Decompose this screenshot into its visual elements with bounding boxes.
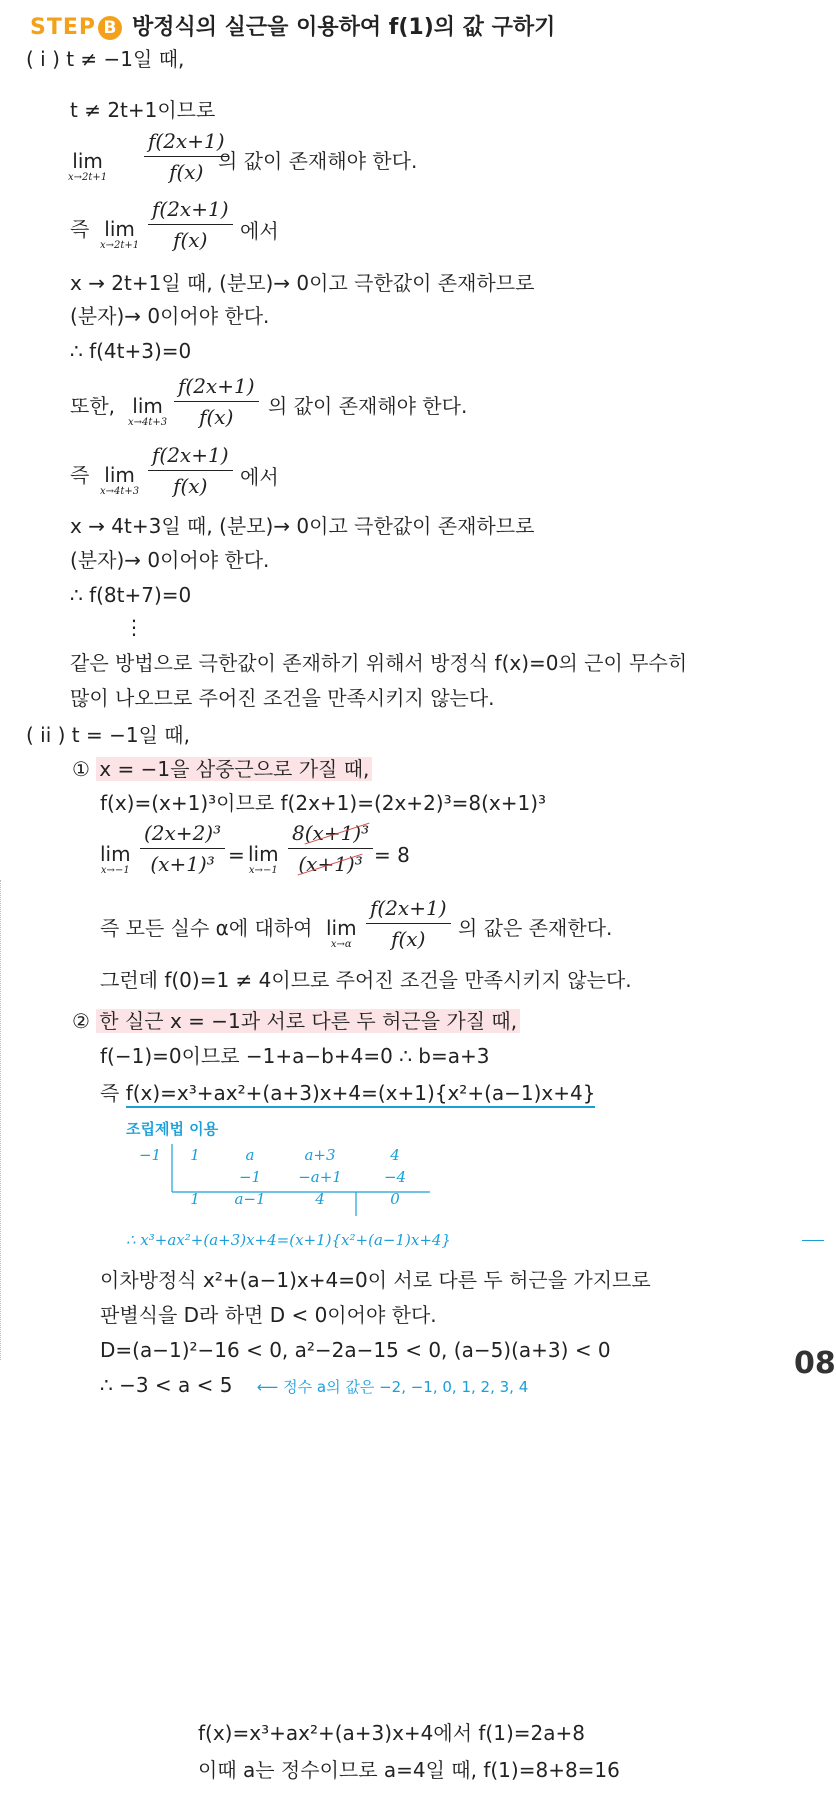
lim-word: lim (100, 842, 131, 866)
exist-text-1: 의 값이 존재해야 한다. (218, 149, 418, 173)
limit-7 (326, 917, 357, 951)
jeuk-3: 즉 (100, 1081, 120, 1105)
circle-number-1: ① (72, 757, 90, 781)
conclusion-line-1: 같은 방법으로 극한값이 존재하기 위해서 방정식 f(x)=0의 근이 무수히 (70, 651, 688, 675)
limit-5 (100, 843, 131, 877)
limit-result: = 8 (374, 843, 410, 867)
synth-cell: 1 (190, 1146, 200, 1164)
circle-number-2: ② (72, 1009, 90, 1033)
side-page-mark: 08 (794, 1346, 836, 1381)
footer-line-2: 이때 a는 정수이므로 a=4일 때, f(1)=8+8=16 (198, 1758, 620, 1782)
subcase2-line6 (100, 1372, 528, 1400)
subcase2-line3: 이차방정식 x²+(a−1)x+4=0이 서로 다른 두 허근을 가지므로 (100, 1268, 651, 1292)
step-title: 방정식의 실근을 이용하여 f(1)의 값 구하기 (132, 15, 556, 40)
condition-line-1: x → 2t+1일 때, (분모)→ 0이고 극한값이 존재하므로 (70, 271, 535, 295)
condition-line-2: x → 4t+3일 때, (분모)→ 0이고 극한값이 존재하므로 (70, 514, 535, 538)
vertical-dots: ⋮ (124, 615, 144, 639)
fraction-2 (148, 196, 233, 253)
lim-word: lim (104, 463, 135, 487)
synthetic-division-label: 조립제법 이용 (126, 1120, 219, 1138)
lim-subscript: x→4t+3 (100, 486, 140, 497)
synth-row (130, 1144, 430, 1166)
fraction-6 (288, 820, 373, 877)
subcase1-line4: 그런데 f(0)=1 ≠ 4이므로 주어진 조건을 만족시키지 않는다. (100, 968, 632, 992)
synthetic-division-result: ∴ x³+ax²+(a+3)x+4=(x+1){x²+(a−1)x+4} (126, 1231, 451, 1249)
result-line-2: ∴ f(8t+7)=0 (70, 583, 192, 607)
exist-text-2: 의 값이 존재해야 한다. (268, 394, 468, 418)
synth-cell: 4 (315, 1190, 325, 1208)
synth-cell: −4 (383, 1168, 407, 1186)
fraction-1 (144, 128, 229, 185)
cancelled-term: (x+1)³ (304, 821, 370, 845)
synth-cell (170, 1166, 220, 1188)
fraction-denominator: f(x) (199, 405, 234, 429)
equals-1: = (228, 843, 245, 867)
lim-subscript: x→4t+3 (128, 417, 168, 428)
synth-cell: a+3 (304, 1146, 336, 1164)
synth-cell: a (245, 1146, 255, 1164)
cancelled-term: (x+1)³ (298, 852, 363, 876)
lim-subscript: x→−1 (100, 865, 130, 876)
subcase1-line3-suffix: 의 값은 존재한다. (458, 916, 613, 940)
lim-word: lim (104, 217, 135, 241)
subcase1-line3-prefix: 즉 모든 실수 α에 대하여 (100, 916, 313, 940)
subcase1-title: x = −1을 삼중근으로 가질 때, (96, 757, 372, 781)
jeuk-2: 즉 (70, 463, 90, 487)
subcase2-line4: 판별식을 D라 하면 D < 0이어야 한다. (100, 1303, 437, 1327)
subcase1-heading (72, 756, 372, 782)
lim-word: lim (132, 394, 163, 418)
subcase2-line2 (100, 1080, 595, 1106)
numerator-zero-2: (분자)→ 0이어야 한다. (70, 548, 270, 572)
synth-cell: −a+1 (298, 1168, 342, 1186)
synth-cell: 1 (190, 1190, 200, 1208)
limit-3 (128, 395, 167, 429)
fraction-numerator (288, 820, 373, 849)
numerator-zero-1: (분자)→ 0이어야 한다. (70, 304, 270, 328)
lim-word: lim (326, 916, 357, 940)
lim-word: lim (248, 842, 279, 866)
fraction-denominator: f(x) (173, 474, 208, 498)
synth-row (130, 1166, 430, 1188)
subcase2-title: 한 실근 x = −1과 서로 다른 두 허근을 가질 때, (96, 1009, 520, 1033)
fraction-3 (174, 373, 259, 430)
fraction-numerator: f(2x+1) (148, 196, 233, 225)
eseo-2: 에서 (240, 465, 279, 489)
case2-label: ( ii ) t = −1일 때, (26, 723, 190, 747)
lim-word: lim (72, 149, 103, 173)
synth-cell: 4 (390, 1146, 400, 1164)
lim-subscript: x→α (330, 939, 352, 950)
range-result: ∴ −3 < a < 5 (100, 1373, 233, 1397)
synth-cell: −1 (138, 1146, 162, 1164)
fraction-numerator: f(2x+1) (148, 442, 233, 471)
jeuk-1: 즉 (70, 217, 90, 241)
lim-subscript: x→−1 (248, 865, 278, 876)
fraction-4 (148, 442, 233, 499)
fraction-numerator: f(2x+1) (144, 128, 229, 157)
fraction-5 (140, 820, 225, 877)
step-letter-badge: B (98, 16, 122, 40)
synth-row (130, 1188, 430, 1210)
lim-subscript: x→2t+1 (100, 240, 140, 251)
fraction-denominator: (x+1)³ (150, 852, 215, 876)
coefficient: 8 (292, 821, 305, 845)
footer-line-1: f(x)=x³+ax²+(a+3)x+4에서 f(1)=2a+8 (198, 1721, 585, 1745)
limit-2 (100, 218, 139, 252)
fraction-denominator: f(x) (169, 160, 204, 184)
fraction-denominator: f(x) (391, 927, 426, 951)
eseo-1: 에서 (240, 219, 279, 243)
fraction-7 (366, 895, 451, 952)
case1-line1: t ≠ 2t+1이므로 (70, 98, 216, 122)
synth-cell (130, 1166, 170, 1188)
synth-cell (130, 1188, 170, 1210)
limit-6 (248, 843, 279, 877)
fraction-numerator: f(2x+1) (174, 373, 259, 402)
step-header (30, 10, 555, 41)
case1-label: ( i ) t ≠ −1일 때, (26, 47, 185, 71)
subcase1-line1: f(x)=(x+1)³이므로 f(2x+1)=(2x+2)³=8(x+1)³ (100, 791, 547, 815)
subcase2-line5: D=(a−1)²−16 < 0, a²−2a−15 < 0, (a−5)(a+3) < 0 (100, 1338, 611, 1362)
synth-cell: 0 (390, 1190, 400, 1208)
fraction-denominator (288, 849, 373, 877)
limit-1 (68, 150, 107, 184)
side-rule (802, 1240, 824, 1241)
synthetic-division-grid (130, 1144, 430, 1210)
subcase2-line1: f(−1)=0이므로 −1+a−b+4=0 ∴ b=a+3 (100, 1044, 490, 1068)
subcase2-heading (72, 1008, 520, 1034)
lim-subscript: x→2t+1 (68, 172, 108, 183)
fraction-denominator: f(x) (173, 228, 208, 252)
limit-4 (100, 464, 139, 498)
step-word: STEP (30, 15, 97, 40)
result-line-1: ∴ f(4t+3)=0 (70, 339, 192, 363)
integer-values-note: ⟵ 정수 a의 값은 −2, −1, 0, 1, 2, 3, 4 (256, 1378, 529, 1396)
page-edge-dotted (0, 880, 1, 1360)
conclusion-line-2: 많이 나오므로 주어진 조건을 만족시키지 않는다. (70, 686, 495, 710)
factorization-equation: f(x)=x³+ax²+(a+3)x+4=(x+1){x²+(a−1)x+4} (126, 1081, 596, 1108)
fraction-numerator: (2x+2)³ (140, 820, 225, 849)
synth-cell: a−1 (234, 1190, 266, 1208)
also-prefix: 또한, (70, 394, 115, 418)
fraction-numerator: f(2x+1) (366, 895, 451, 924)
synth-cell: −1 (238, 1168, 262, 1186)
